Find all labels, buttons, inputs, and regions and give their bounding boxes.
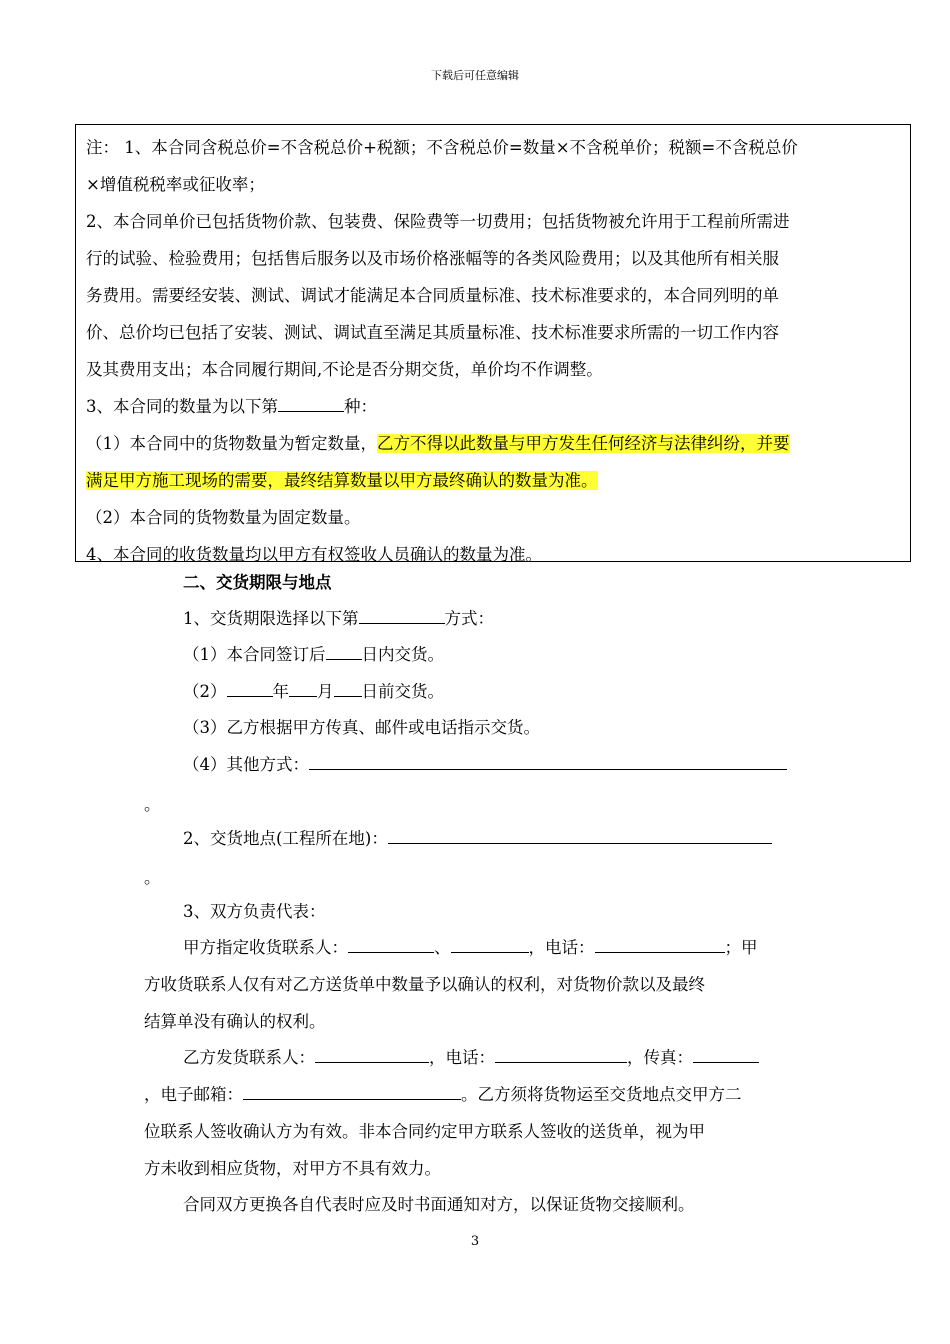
blank-field[interactable] (243, 1081, 461, 1100)
text: 2、交货地点(工程所在地)： (183, 829, 388, 848)
text: 年 (272, 682, 289, 701)
blank-field[interactable] (289, 678, 317, 697)
blank-field[interactable] (388, 825, 772, 844)
highlighted-text: 满足甲方施工现场的需要，最终结算数量以甲方最终确认的数量为准。 (86, 471, 598, 490)
text: 日前交货。 (361, 682, 444, 701)
blank-field[interactable] (334, 678, 362, 697)
text: 、 (434, 938, 451, 957)
text: （4）其他方式： (183, 755, 309, 774)
text: ；甲 (724, 938, 758, 957)
text: 。乙方须将货物运至交货地点交甲方二 (461, 1085, 742, 1104)
note-line (86, 425, 900, 462)
note-line: ×增值税税率或征收率； (86, 175, 265, 194)
option-4 (183, 751, 787, 775)
blank-field[interactable] (348, 934, 434, 953)
text: ，电子邮箱： (144, 1085, 243, 1104)
text: 。 (144, 795, 161, 814)
note-line: 务费用。需要经安装、测试、调试才能满足本合同质量标准、技术标准要求的，本合同列明的单 (86, 286, 779, 305)
paragraph-line: 位联系人签收确认方为有效。非本合同约定甲方联系人签收的送货单，视为甲 (144, 1122, 705, 1141)
delivery-place (183, 825, 772, 849)
text: 甲方指定收货联系人： (183, 938, 348, 957)
blank-field[interactable] (595, 934, 725, 953)
option-1 (183, 641, 444, 665)
blank-field[interactable] (359, 605, 445, 624)
note-line (86, 462, 900, 499)
text: 1、交货期限选择以下第 (183, 609, 359, 628)
text: （1）本合同签订后 (183, 645, 326, 664)
blank-field[interactable] (315, 1044, 429, 1063)
note-line-quantity (86, 388, 900, 425)
party-b-contact (183, 1044, 759, 1068)
page-number: 3 (470, 1234, 480, 1249)
note-line: 价、总价均已包括了安装、测试、调试直至满足其质量标准、技术标准要求所需的一切工作内容 (86, 323, 779, 342)
option-2 (183, 678, 444, 702)
party-a-contact (183, 934, 758, 958)
blank-field[interactable] (227, 678, 273, 697)
text: 乙方发货联系人： (183, 1048, 315, 1067)
note-text: 3、本合同的数量为以下第 (86, 397, 278, 416)
text: ，传真： (627, 1048, 693, 1067)
blank-field[interactable] (451, 934, 529, 953)
text: （2） (183, 682, 227, 701)
text: ，电话： (429, 1048, 495, 1067)
paragraph-line: 方收货联系人仅有对乙方送货单中数量予以确认的权利，对货物价款以及最终 (144, 975, 705, 994)
blank-field[interactable] (278, 393, 344, 412)
note-text: （1）本合同中的货物数量为暂定数量， (86, 434, 377, 453)
text: 日内交货。 (361, 645, 444, 664)
delivery-term-line (183, 605, 494, 629)
text: ，电话： (528, 938, 595, 957)
text: 。 (144, 868, 161, 887)
blank-field[interactable] (309, 751, 787, 770)
paragraph-line: 方未收到相应货物，对甲方不具有效力。 (144, 1159, 441, 1178)
note-line: 注： 1、本合同含税总价=不含税总价+税额；不含税总价=数量×不含税单价；税额=不含税总价 (86, 138, 798, 157)
paragraph-line: 结算单没有确认的权利。 (144, 1012, 326, 1031)
blank-field[interactable] (693, 1044, 759, 1063)
note-line: （2）本合同的货物数量为固定数量。 (86, 508, 361, 527)
page-header: 下载后可任意编辑 (431, 69, 519, 82)
representatives-title: 3、双方负责代表： (183, 902, 326, 921)
option-3: （3）乙方根据甲方传真、邮件或电话指示交货。 (183, 718, 540, 737)
blank-field[interactable] (495, 1044, 627, 1063)
note-line: 4、本合同的收货数量均以甲方有权签收人员确认的数量为准。 (86, 545, 542, 564)
blank-field[interactable] (326, 641, 362, 660)
paragraph-line (144, 1081, 742, 1105)
paragraph-line: 合同双方更换各自代表时应及时书面通知对方，以保证货物交接顺利。 (183, 1195, 695, 1214)
section-title: 二、交货期限与地点 (183, 573, 332, 592)
text: 月 (317, 682, 334, 701)
note-text: 种： (344, 397, 377, 416)
note-line: 2、本合同单价已包括货物价款、包装费、保险费等一切费用；包括货物被允许用于工程前所需进 (86, 212, 790, 231)
notes-box (75, 124, 911, 562)
text: 方式： (444, 609, 494, 628)
note-line: 行的试验、检验费用；包括售后服务以及市场价格涨幅等的各类风险费用；以及其他所有相关服 (86, 249, 779, 268)
highlighted-text: 乙方不得以此数量与甲方发生任何经济与法律纠纷，并要 (377, 434, 790, 453)
note-line: 及其费用支出；本合同履行期间,不论是否分期交货，单价均不作调整。 (86, 360, 603, 379)
